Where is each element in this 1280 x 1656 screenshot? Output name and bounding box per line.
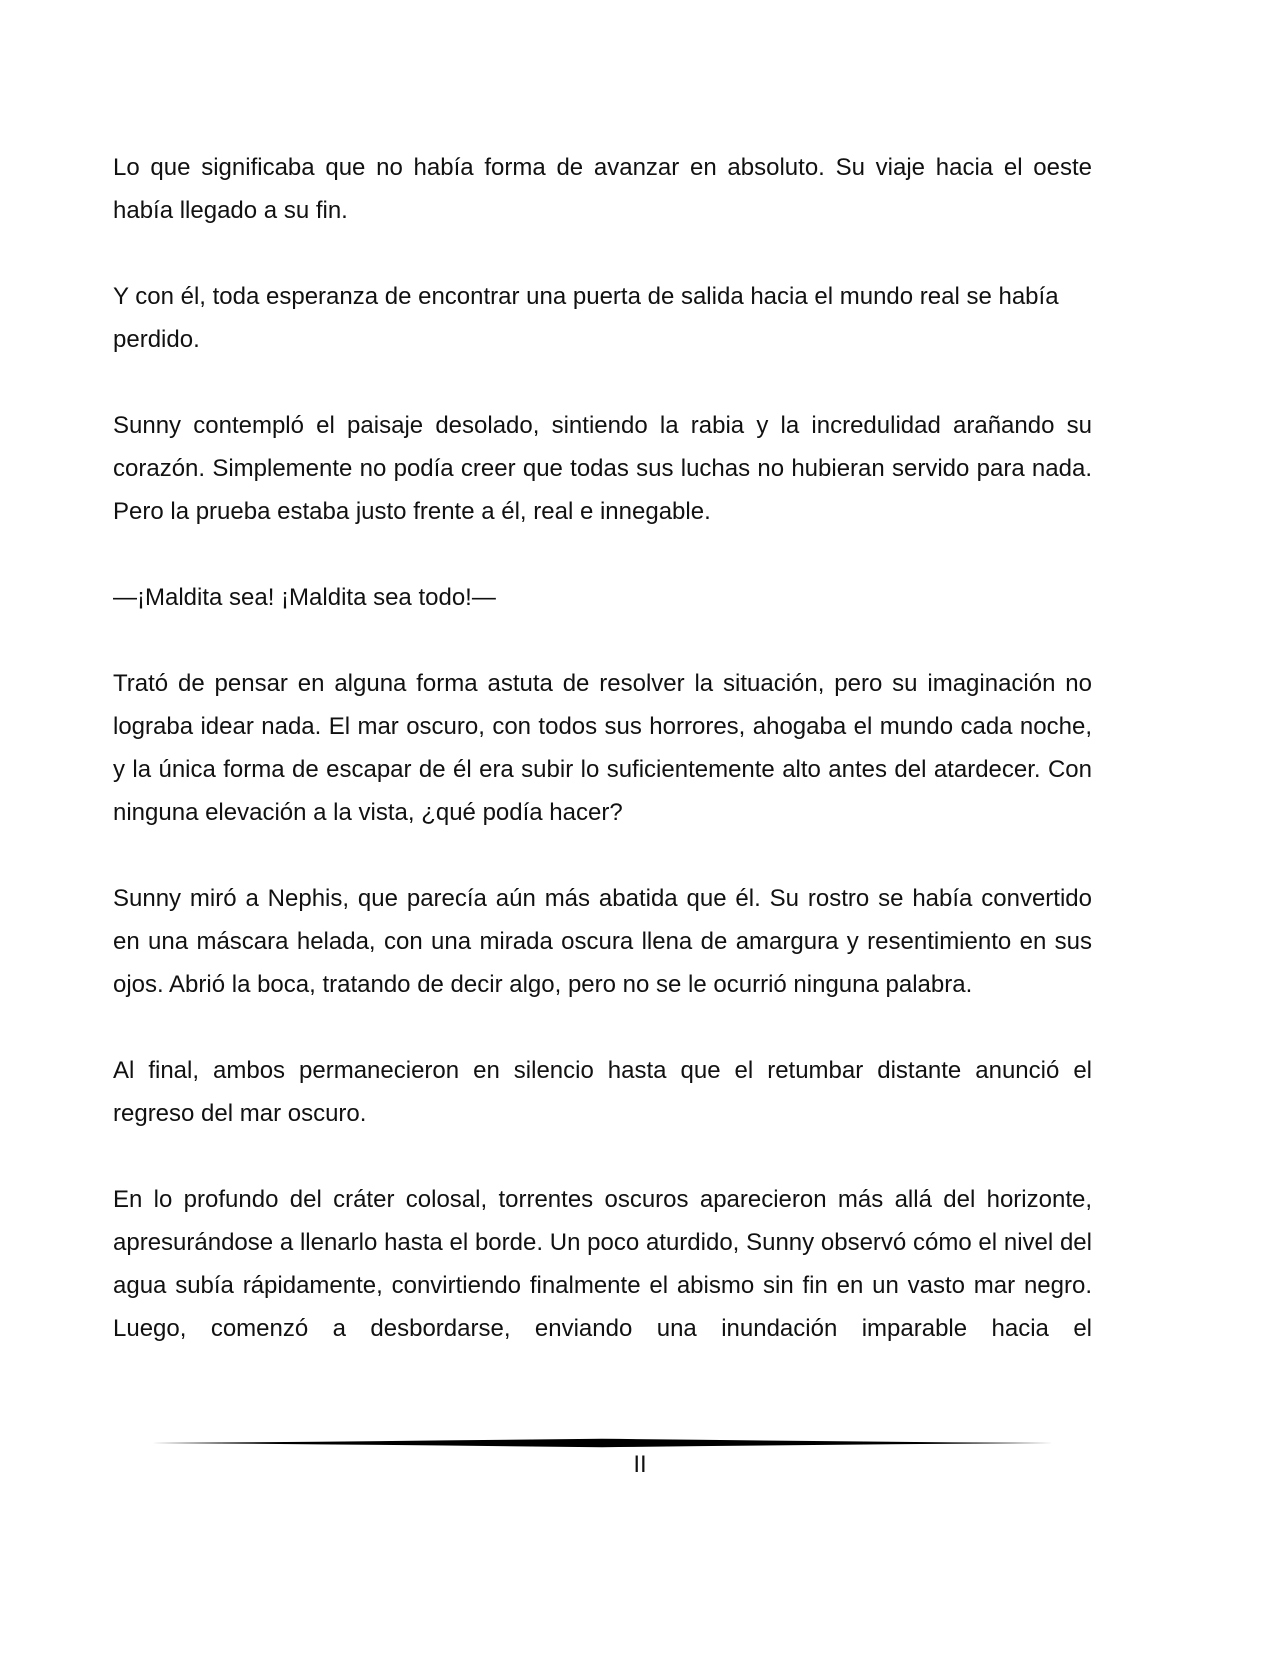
paragraph: Sunny contempló el paisaje desolado, sintiendo la rabia y la incredulidad arañando su corazón. Simplemente no podía creer que todas sus luchas no hubieran servido para nada. Pero la prueba estaba justo frente a él, real e innegable. [113,412,1092,525]
body-text [113,146,1092,1350]
page-number: II [633,1451,647,1478]
paragraph: Sunny miró a Nephis, que parecía aún más abatida que él. Su rostro se había convertido en una máscara helada, con una mirada oscura llena de amargura y resentimiento en sus ojos. Abrió la boca, tratando de decir algo, pero no se le ocurrió ninguna palabra. [113,885,1092,998]
paragraph: Al final, ambos permanecieron en silencio hasta que el retumbar distante anunció el regreso del mar oscuro. [113,1057,1092,1127]
paragraph: Lo que significaba que no había forma de avanzar en absoluto. Su viaje hacia el oeste había llegado a su fin. [113,154,1092,224]
paragraph: Trató de pensar en alguna forma astuta de resolver la situación, pero su imaginación no lograba idear nada. El mar oscuro, con todos sus horrores, ahogaba el mundo cada noche, y la única forma de escapar de él era subir lo suficientemente alto antes del atardecer. Con ninguna elevación a la vista, ¿qué podía hacer? [113,670,1092,826]
paragraph: Y con él, toda esperanza de encontrar una puerta de salida hacia el mundo real se había perdido. [113,283,1059,353]
dialogue-line: —¡Maldita sea! ¡Maldita sea todo!— [113,584,496,611]
footer-divider [152,1437,1053,1449]
paragraph: En lo profundo del cráter colosal, torrentes oscuros aparecieron más allá del horizonte, apresurándose a llenarlo hasta el borde. Un poco aturdido, Sunny observó cómo el nivel del agua subía rápidamente, convirtiendo finalmente el abismo sin fin en un vasto mar negro. Luego, comenzó a desbordarse, enviando una inundación imparable hacia el [113,1186,1092,1342]
